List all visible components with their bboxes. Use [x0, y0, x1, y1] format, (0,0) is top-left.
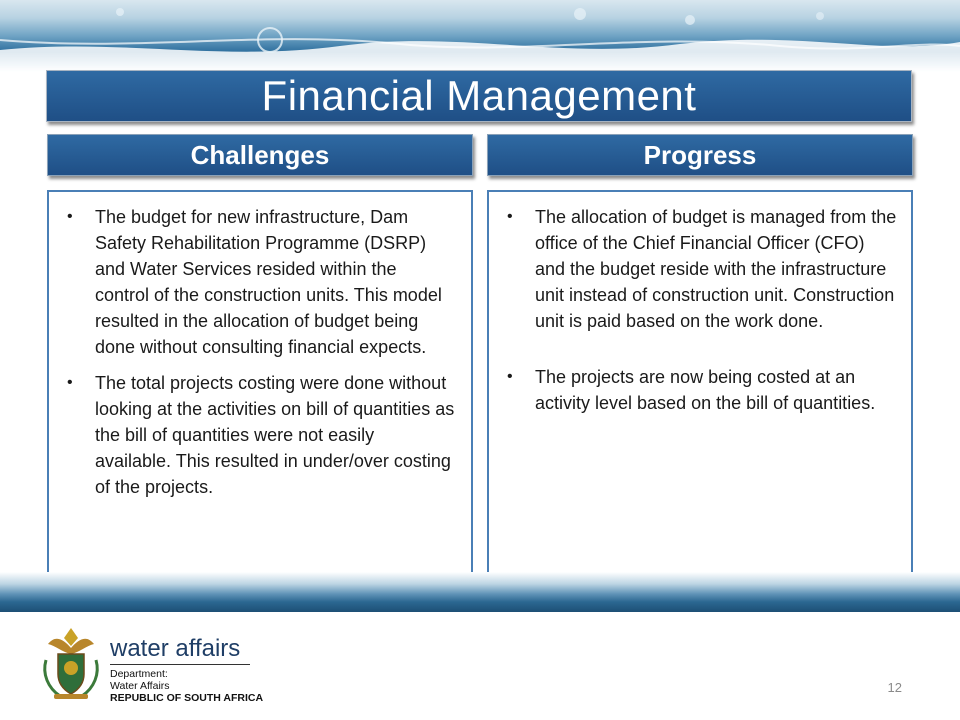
brand-name: water affairs — [110, 635, 241, 662]
bullet-icon: • — [507, 208, 513, 225]
department-branding — [110, 636, 263, 704]
list-item — [501, 204, 899, 334]
list-item — [61, 370, 455, 500]
bullet-icon: • — [67, 208, 73, 225]
progress-text: The projects are now being costed at an activity level based on the bill of quantities. — [535, 367, 876, 413]
slide-title: Financial Management — [261, 72, 697, 119]
country-name: REPUBLIC OF SOUTH AFRICA — [110, 692, 264, 704]
list-item — [501, 364, 899, 416]
brand-divider — [110, 664, 250, 665]
coat-of-arms-icon — [40, 624, 102, 700]
bullet-icon: • — [67, 374, 73, 391]
challenges-heading-bar — [47, 134, 473, 176]
list-item — [61, 204, 455, 360]
challenges-heading: Challenges — [190, 139, 330, 170]
challenges-list — [61, 204, 455, 500]
progress-list — [501, 204, 899, 416]
slide-title-bar — [46, 70, 912, 122]
progress-panel — [487, 190, 913, 576]
water-footer-band — [0, 572, 960, 612]
challenges-panel — [47, 190, 473, 576]
progress-heading-bar — [487, 134, 913, 176]
challenge-text: The total projects costing were done without looking at the activities on bill of quantities as the bill of quantities were not easily available. This resulted in under/over costing of the projects. — [95, 373, 455, 497]
water-header-image — [0, 0, 960, 72]
progress-heading: Progress — [643, 139, 757, 170]
progress-text: The allocation of budget is managed from the office of the Chief Financial Officer (CFO) and the budget reside with the infrastructure unit instead of construction unit. Construction unit is paid based on the work done. — [535, 207, 897, 331]
department-name: Water Affairs — [110, 680, 170, 692]
bullet-icon: • — [507, 368, 513, 385]
challenge-text: The budget for new infrastructure, Dam Safety Rehabilitation Programme (DSRP) and Water Services resided within the control of the construction units. This model resulted in the allocation of budget being done without consulting financial expects. — [95, 207, 442, 357]
page-number: 12 — [887, 680, 902, 695]
department-label: Department: — [110, 668, 168, 680]
